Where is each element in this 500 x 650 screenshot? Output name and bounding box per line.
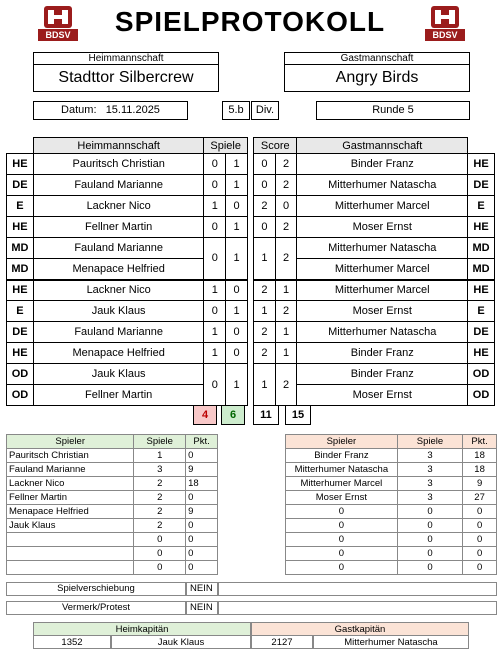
game-row: E Jauk Klaus 0 1 1 2 Moser Ernst E [7,301,495,322]
home-captain-label: Heimkapitän [33,622,251,636]
home-team-label: Heimmannschaft [33,52,219,65]
page-title: SPIELPROTOKOLL [114,6,386,37]
table-row: 0 0 [7,547,218,561]
game-row: HE Fellner Martin 0 1 0 2 Moser Ernst HE [7,217,495,238]
postpone-label: Spielverschiebung [6,582,186,596]
round-value: Runde 5 [316,101,470,120]
date-box [33,101,188,120]
guest-captain-label: Gastkapitän [251,622,469,636]
table-row: 0 0 [7,533,218,547]
date-value: 15.11.2025 [105,104,160,116]
table-row: 0 0 0 [286,561,497,575]
svg-text:BDSV: BDSV [45,30,71,40]
game-row: DE Fauland Marianne 0 1 0 2 Mitterhumer Natascha DE [7,175,495,196]
table-row: Mitterhumer Natascha 3 18 [286,463,497,477]
table-row: Jauk Klaus 2 0 [7,519,218,533]
table-row: Binder Franz 3 18 [286,449,497,463]
date-label: Datum: [61,104,97,116]
game-row: DE Fauland Marianne 1 0 2 1 Mitterhumer Natascha DE [7,322,495,343]
svg-text:BDSV: BDSV [432,30,458,40]
col-guest: Gastmannschaft [297,138,468,154]
game-row: MD Fauland Marianne 0 1 1 2 Mitterhumer Natascha MD [7,238,495,259]
protest-notes [218,601,497,615]
protest-value: NEIN [186,601,218,615]
game-row: E Lackner Nico 1 0 2 0 Mitterhumer Marcel E [7,196,495,217]
table-row: 0 0 0 [286,505,497,519]
table-row: 0 0 [7,561,218,575]
table-row: Mitterhumer Marcel 3 9 [286,477,497,491]
total-guest-games: 6 [221,405,245,425]
total-home-score: 11 [253,405,279,425]
table-row: 0 0 0 [286,519,497,533]
total-home-games: 4 [193,405,217,425]
games-table [6,137,495,406]
table-row: Fauland Marianne 3 9 [7,463,218,477]
game-row: MD Menapace Helfried Mitterhumer Marcel MD [7,259,495,280]
home-captain-name: Jauk Klaus [111,635,251,649]
game-row: OD Jauk Klaus 0 1 1 2 Binder Franz OD [7,364,495,385]
division-value: 5.b [222,101,250,120]
table-row: Moser Ernst 3 27 [286,491,497,505]
postpone-value: NEIN [186,582,218,596]
table-row: Fellner Martin 2 0 [7,491,218,505]
game-row: HE Lackner Nico 1 0 2 1 Mitterhumer Marcel HE [7,280,495,301]
total-guest-score: 15 [285,405,311,425]
guest-team-label: Gastmannschaft [284,52,470,65]
table-row: 0 0 0 [286,533,497,547]
table-row: 0 0 0 [286,547,497,561]
home-stats-table: Spieler Spiele Pkt. Pauritsch Christian 1 0 Fauland Marianne 3 9 Lackner Nico 2 18 Fellner Martin 2 0 Menapace Helfried 2 9 Jauk Klaus 2 0 0 0 0 0 0 0 [6,434,218,575]
game-row: HE Pauritsch Christian 0 1 0 2 Binder Franz HE [7,154,495,175]
protest-label: Vermerk/Protest [6,601,186,615]
table-row: Pauritsch Christian 1 0 [7,449,218,463]
col-games: Spiele [204,138,247,154]
col-score: Score [254,138,297,154]
home-team-name: Stadttor Silbercrew [33,64,219,92]
table-row: Menapace Helfried 2 9 [7,505,218,519]
guest-captain-id: 2127 [251,635,313,649]
postpone-notes [218,582,497,596]
game-row: OD Fellner Martin Moser Ernst OD [7,385,495,406]
guest-captain-name: Mitterhumer Natascha [313,635,469,649]
col-home: Heimmannschaft [33,138,204,154]
division-label: Div. [251,101,279,120]
table-row: Lackner Nico 2 18 [7,477,218,491]
guest-team-name: Angry Birds [284,64,470,92]
guest-stats-table: Spieler Spiele Pkt. Binder Franz 3 18 Mitterhumer Natascha 3 18 Mitterhumer Marcel 3 9 Moser Ernst 3 27 0 0 0 0 0 0 0 0 0 0 0 0 0 0 0 [285,434,497,575]
game-row: HE Menapace Helfried 1 0 2 1 Binder Franz HE [7,343,495,364]
home-captain-id: 1352 [33,635,111,649]
